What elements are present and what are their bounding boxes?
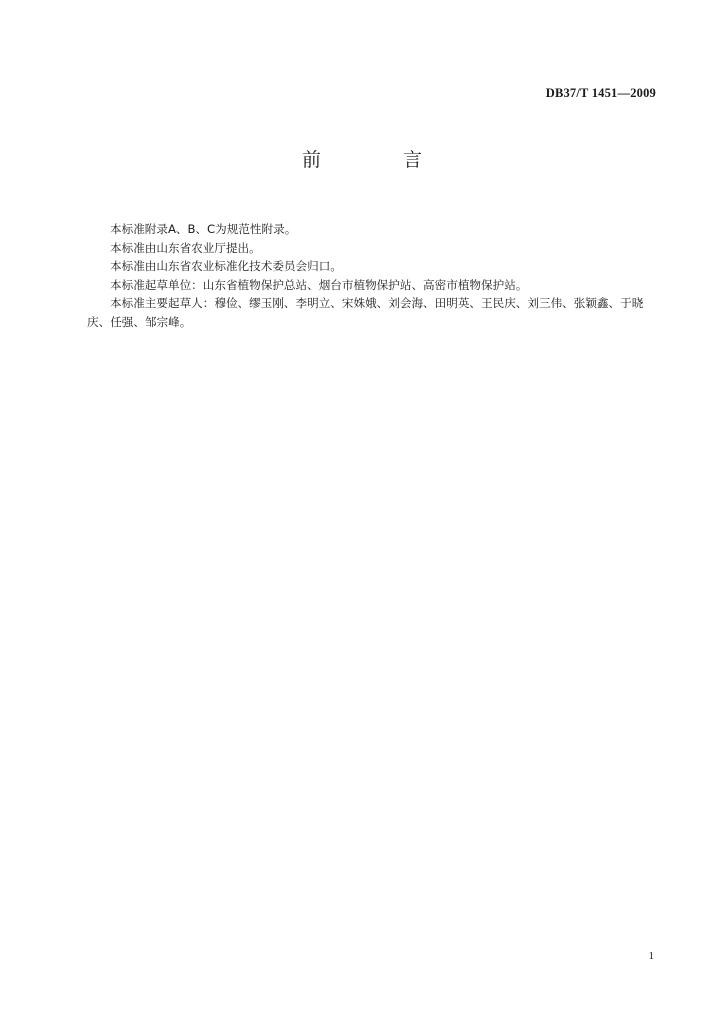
paragraph-drafters: 本标准主要起草人：穆俭、缪玉刚、李明立、宋姝娥、刘会海、田明英、王民庆、刘三伟、张颖鑫、于晓庆、任强、邹宗峰。 <box>87 296 644 329</box>
foreword-body <box>87 220 659 331</box>
paragraph-centralized: 本标准由山东省农业标准化技术委员会归口。 <box>110 259 342 273</box>
paragraph-proposer: 本标准由山东省农业厅提出。 <box>110 240 261 255</box>
standard-code: DB37/T 1451—2009 <box>545 86 656 100</box>
paragraph-appendix: 本标准附录A、B、C为规范性附录。 <box>110 222 297 236</box>
page-number: 1 <box>648 950 654 962</box>
paragraph-drafting-units: 本标准起草单位：山东省植物保护总站、烟台市植物保护站、高密市植物保护站。 <box>110 277 528 292</box>
page-title: 前 言 <box>301 149 461 171</box>
